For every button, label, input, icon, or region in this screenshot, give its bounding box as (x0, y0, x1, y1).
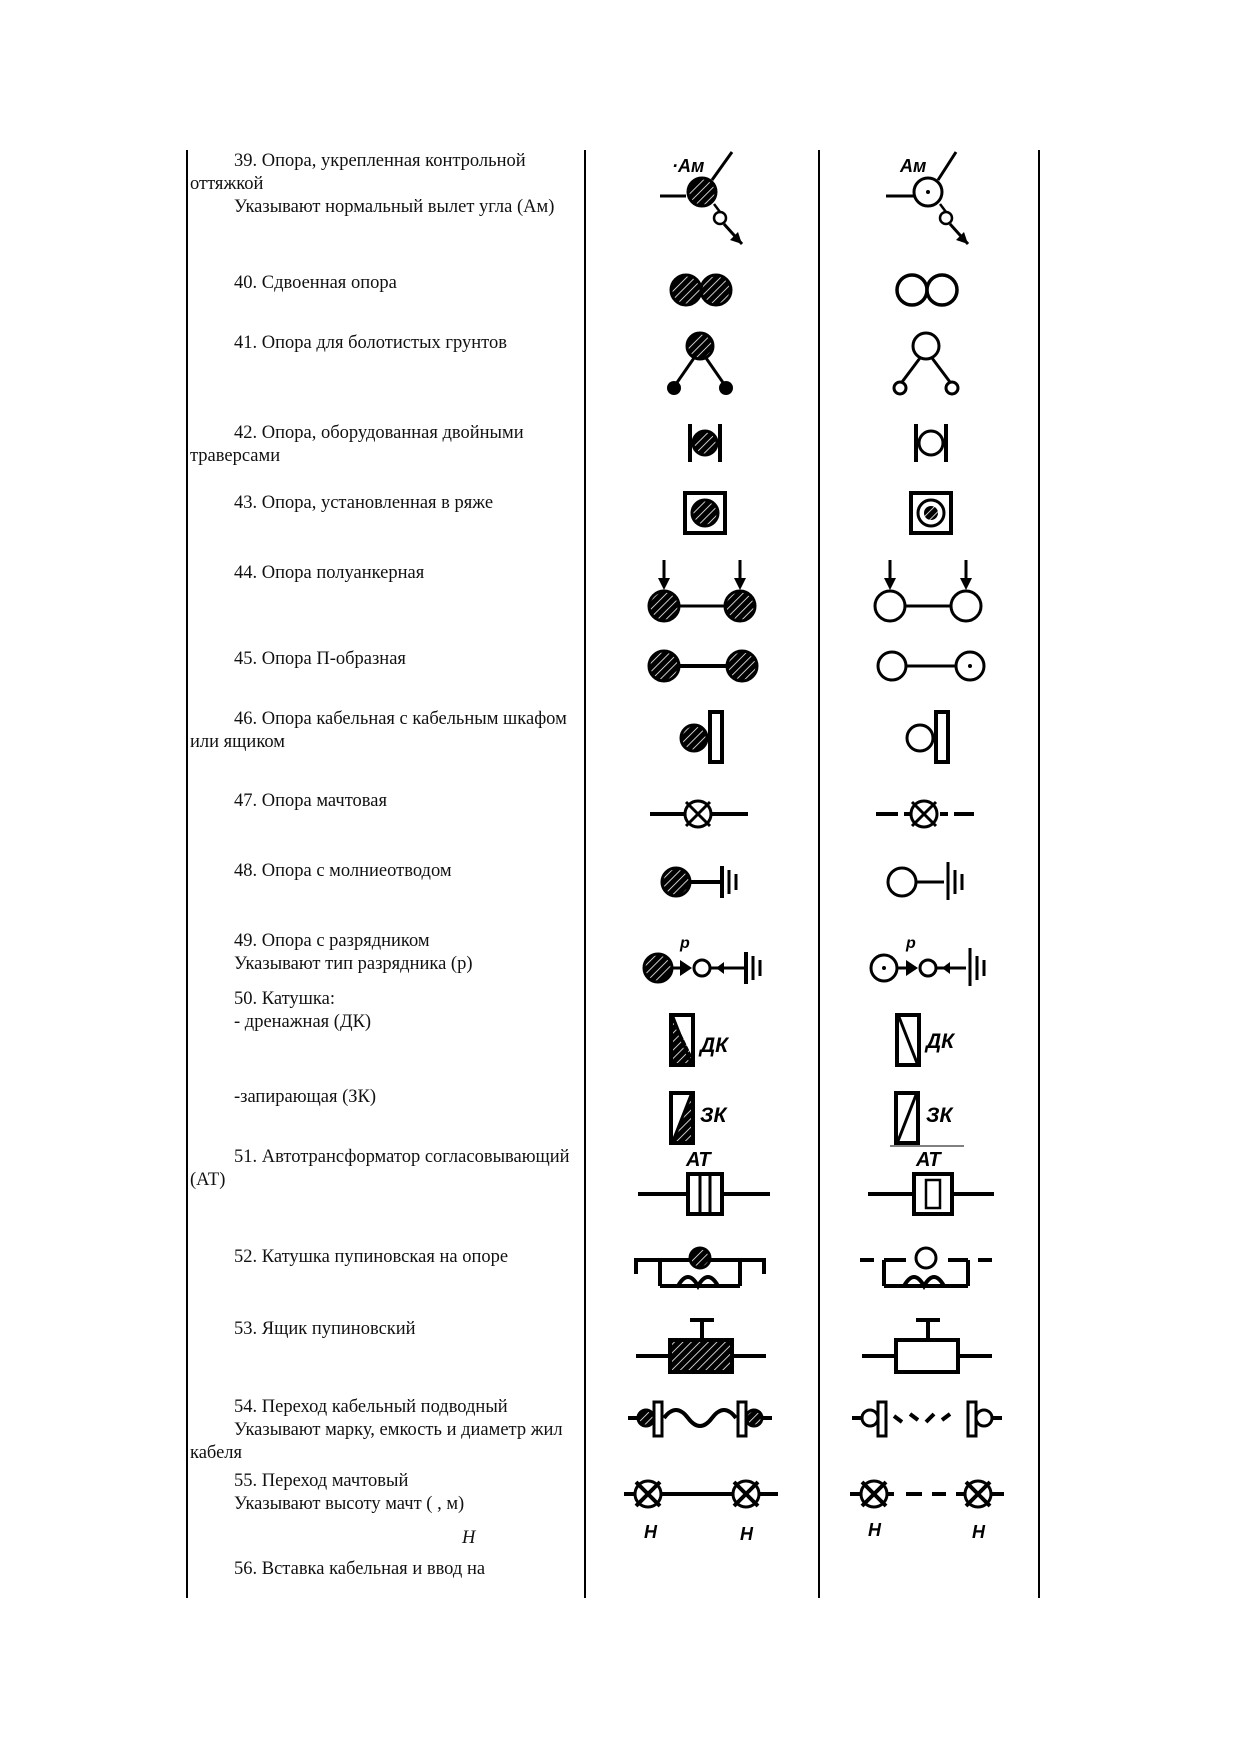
row-42 (190, 422, 590, 468)
symbol-label: ·Ам (672, 156, 705, 176)
autotransformer-existing-symbol (636, 1146, 772, 1226)
row-53 (190, 1318, 590, 1341)
crib-pole-existing-symbol (682, 490, 730, 536)
row-40 (190, 272, 590, 295)
symbol-label: АТ (686, 1149, 711, 1171)
row-text: Указывают нормальный вылет угла (Ам) (234, 197, 555, 217)
row-text: 47. Опора мачтовая (234, 791, 388, 811)
row-text: Указывают марку, емкость и диаметр жил кабеля (190, 1420, 563, 1463)
symbol-label: р (906, 935, 916, 952)
row-text: 42. Опора, оборудованная двойными траверсами (190, 423, 524, 466)
double-pole-projected-symbol (894, 270, 974, 310)
mast-crossing-projected-symbol (848, 1470, 1008, 1554)
guyed-pole-existing-symbol (650, 148, 760, 248)
row-55 (190, 1470, 590, 1516)
p-shaped-pole-existing-symbol (642, 646, 768, 686)
row-41 (190, 332, 590, 355)
table-border-col2 (818, 150, 820, 1598)
double-pole-existing-symbol (668, 270, 748, 310)
underwater-crossing-projected-symbol (850, 1392, 1006, 1446)
row-39 (190, 150, 590, 219)
row-50-blocking (190, 1086, 590, 1109)
row-text: 51. Автотрансформатор согласовывающий (АТ) (190, 1147, 570, 1190)
row-text: 40. Сдвоенная опора (234, 273, 397, 293)
pupin-box-existing-symbol (634, 1314, 774, 1376)
table-border-left (186, 150, 188, 1598)
semi-anchor-pole-existing-symbol (640, 560, 770, 626)
symbol-label: ЗК (700, 1104, 727, 1127)
symbol-label: ЗК (926, 1104, 953, 1127)
row-49 (190, 930, 590, 976)
drain-coil-projected-symbol (894, 1012, 974, 1070)
row-52 (190, 1246, 590, 1269)
row-text: 41. Опора для болотистых грунтов (234, 333, 507, 353)
row-text: 44. Опора полуанкерная (234, 563, 425, 583)
double-crossarm-pole-existing-symbol (686, 420, 726, 466)
row-text: 46. Опора кабельная с кабельным шкафом или ящиком (190, 709, 567, 752)
row-50 (190, 988, 590, 1034)
row-text: Указывают тип разрядника (р) (234, 954, 473, 974)
cable-pole-projected-symbol (902, 706, 962, 766)
row-45 (190, 648, 590, 671)
mast-height-symbol: Н (462, 1528, 476, 1548)
row-text: - дренажная (ДК) (234, 1012, 372, 1032)
row-text: 56. Вставка кабельная и ввод на (234, 1559, 486, 1579)
underwater-crossing-existing-symbol (626, 1392, 776, 1446)
row-43 (190, 492, 590, 515)
pupin-box-projected-symbol (860, 1314, 1000, 1376)
arrester-pole-projected-symbol (866, 928, 998, 990)
row-text: 53. Ящик пупиновский (234, 1319, 416, 1339)
mast-crossing-existing-symbol (622, 1470, 782, 1554)
double-crossarm-pole-projected-symbol (912, 420, 952, 466)
autotransformer-projected-symbol (866, 1146, 1002, 1226)
row-text: Указывают высоту мачт ( , м) (234, 1494, 465, 1514)
symbol-label: ДК (926, 1030, 955, 1053)
symbol-label: ДК (700, 1034, 729, 1057)
row-text: 39. Опора, укрепленная контрольной оттяжкой (190, 151, 526, 194)
row-56 (190, 1558, 590, 1581)
lightning-rod-pole-existing-symbol (658, 858, 754, 904)
table-border-right (1038, 150, 1040, 1598)
row-46 (190, 708, 590, 754)
blocking-coil-projected-symbol (890, 1090, 970, 1148)
row-51 (190, 1146, 590, 1192)
swamp-pole-projected-symbol (890, 330, 970, 400)
semi-anchor-pole-projected-symbol (866, 560, 996, 626)
symbol-label: Н (644, 1522, 657, 1542)
row-text: 48. Опора с молниеотводом (234, 861, 452, 881)
row-48 (190, 860, 590, 883)
swamp-pole-existing-symbol (664, 330, 744, 400)
symbol-label: АТ (916, 1149, 941, 1171)
symbol-label: р (680, 935, 690, 952)
row-text: -запирающая (ЗК) (234, 1087, 377, 1107)
symbol-label: Ам (900, 156, 927, 176)
row-44 (190, 562, 590, 585)
pupin-coil-projected-symbol (858, 1244, 998, 1304)
row-47 (190, 790, 590, 813)
symbol-label: Н (740, 1524, 753, 1544)
guyed-pole-projected-symbol (878, 148, 988, 248)
row-text: 45. Опора П-образная (234, 649, 406, 669)
mast-pole-projected-symbol (874, 792, 984, 836)
row-text: 43. Опора, установленная в ряже (234, 493, 494, 513)
pupin-coil-existing-symbol (632, 1244, 772, 1304)
row-text: 50. Катушка: (234, 989, 335, 1009)
mast-pole-existing-symbol (648, 792, 758, 836)
lightning-rod-pole-projected-symbol (884, 858, 980, 904)
crib-pole-projected-symbol (908, 490, 956, 536)
row-text: 55. Переход мачтовый (234, 1471, 409, 1491)
cable-pole-existing-symbol (676, 706, 736, 766)
blocking-coil-existing-symbol (668, 1090, 748, 1148)
symbol-label: Н (972, 1522, 985, 1542)
arrester-pole-existing-symbol (640, 928, 772, 990)
symbol-label: Н (868, 1520, 881, 1540)
drain-coil-existing-symbol (668, 1012, 748, 1070)
row-text: 54. Переход кабельный подводный (234, 1397, 508, 1417)
row-text: 49. Опора с разрядником (234, 931, 430, 951)
row-54 (190, 1396, 590, 1465)
row-text: 52. Катушка пупиновская на опоре (234, 1247, 509, 1267)
p-shaped-pole-projected-symbol (870, 646, 996, 686)
